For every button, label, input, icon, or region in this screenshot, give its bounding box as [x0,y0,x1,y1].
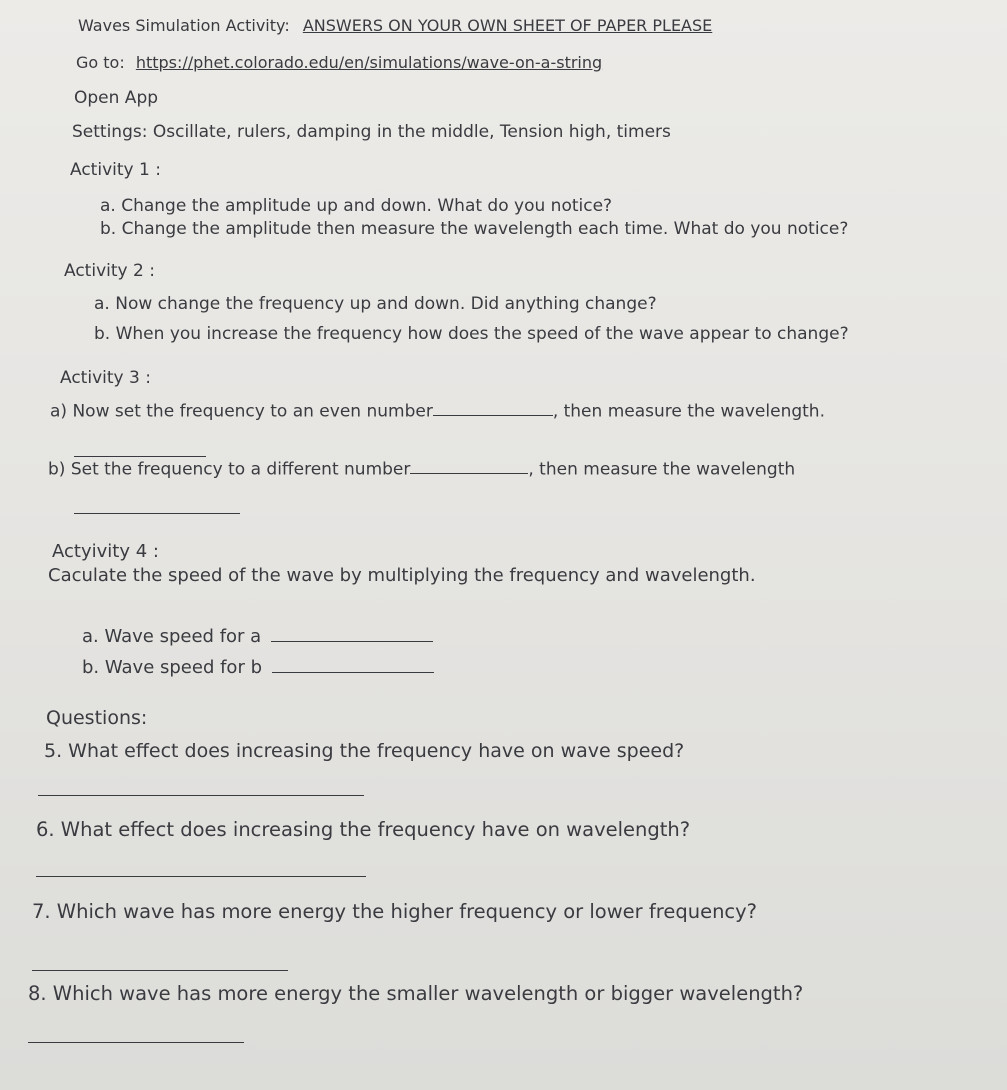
question-5-answer-line[interactable] [38,795,364,796]
activity-3-b-suffix: , then measure the wavelength [528,459,796,480]
answer-instruction: ANSWERS ON YOUR OWN SHEET OF PAPER PLEASE [302,16,713,35]
activity-4-item-a [82,625,433,647]
activity-4-item-b [82,656,434,678]
activity-3-b-prompt: b) Set the frequency to a different number [48,459,411,480]
questions-heading: Questions: [46,707,148,729]
activity-3-a-frequency-blank[interactable] [433,400,553,416]
question-7: 7. Which wave has more energy the higher frequency or lower frequency? [32,900,758,923]
goto-label: Go to: [76,53,125,72]
activity-1-item-a: a. Change the amplitude up and down. What do you notice? [100,196,613,216]
question-8-answer-line[interactable] [28,1042,244,1043]
wave-speed-a-label: a. Wave speed for a [82,626,262,648]
activity-1-heading: Activity 1 : [70,160,161,180]
activity-3-item-b [48,458,795,479]
question-8: 8. Which wave has more energy the smaller wavelength or bigger wavelength? [28,982,804,1005]
question-6: 6. What effect does increasing the frequency have on wavelength? [36,818,691,841]
activity-2-item-b: b. When you increase the frequency how does the speed of the wave appear to change? [94,324,849,344]
activity-3-a-wavelength-blank[interactable] [74,456,206,457]
activity-2-heading: Activity 2 : [64,261,155,281]
goto-line [76,53,602,72]
question-6-answer-line[interactable] [36,876,366,877]
settings-text: Settings: Oscillate, rulers, damping in the middle, Tension high, timers [72,122,671,142]
phet-url-link[interactable]: https://phet.colorado.edu/en/simulations/wave-on-a-string [135,53,603,72]
activity-3-a-suffix: , then measure the wavelength. [552,401,825,422]
header-line [78,16,712,35]
wave-speed-a-blank[interactable] [271,625,433,642]
open-app-text: Open App [74,88,159,108]
activity-1-item-b: b. Change the amplitude then measure the wavelength each time. What do you notice? [100,219,849,239]
activity-3-b-frequency-blank[interactable] [410,458,528,474]
question-7-answer-line[interactable] [32,970,288,971]
activity-3-b-wavelength-blank[interactable] [74,513,240,514]
activity-4-heading: Actyivity 4 : [52,541,159,562]
wave-speed-b-label: b. Wave speed for b [82,657,262,679]
activity-2-item-a: a. Now change the frequency up and down. Did anything change? [94,294,657,314]
worksheet-title: Waves Simulation Activity: [78,16,290,35]
activity-3-heading: Activity 3 : [60,368,151,388]
activity-3-a-prompt: a) Now set the frequency to an even number [50,401,433,422]
question-5: 5. What effect does increasing the frequency have on wave speed? [44,740,685,762]
wave-speed-b-blank[interactable] [272,656,434,673]
activity-4-instruction: Caculate the speed of the wave by multiplying the frequency and wavelength. [48,565,756,586]
activity-3-item-a [50,400,825,421]
